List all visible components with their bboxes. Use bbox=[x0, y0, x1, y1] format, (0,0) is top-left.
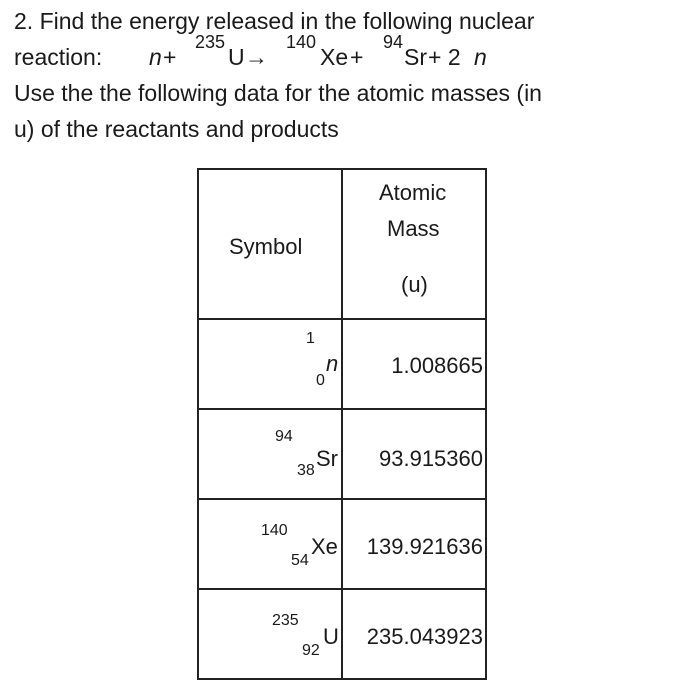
question-line-4: u) of the reactants and products bbox=[14, 116, 339, 142]
mass-number: 235 bbox=[272, 612, 299, 629]
xenon-symbol: Xe bbox=[320, 44, 349, 70]
element-symbol: Xe bbox=[311, 534, 338, 559]
atomic-number: 54 bbox=[291, 552, 309, 569]
strontium-mass-number: 94 bbox=[383, 32, 404, 52]
two-neutrons-symbol: n bbox=[474, 44, 487, 70]
atomic-number: 0 bbox=[316, 372, 325, 389]
element-symbol: U bbox=[323, 624, 339, 649]
table-row bbox=[198, 499, 486, 589]
atomic-number: 38 bbox=[297, 462, 315, 479]
xenon-mass-number: 140 bbox=[286, 32, 317, 52]
element-symbol: Sr bbox=[316, 446, 338, 471]
header-mass-cell bbox=[342, 169, 486, 319]
symbol-cell bbox=[198, 589, 342, 679]
table-row bbox=[198, 409, 486, 499]
reaction-prefix: reaction: bbox=[14, 44, 103, 70]
atomic-number: 92 bbox=[302, 642, 320, 659]
table-row bbox=[198, 589, 486, 679]
two-neutrons-coeff: + 2 bbox=[428, 44, 461, 70]
question-line-3: Use the the following data for the atomic masses (in bbox=[14, 80, 542, 106]
element-symbol: n bbox=[326, 351, 339, 376]
neutron-symbol: n bbox=[149, 44, 162, 70]
symbol-cell bbox=[198, 499, 342, 589]
atomic-mass-value: 1.008665 bbox=[391, 353, 483, 378]
symbol-cell bbox=[198, 319, 342, 409]
mass-number: 94 bbox=[275, 428, 293, 445]
table-header-row bbox=[198, 169, 486, 319]
header-mass-line1: Atomic bbox=[379, 180, 447, 205]
uranium-mass-number: 235 bbox=[195, 32, 226, 52]
header-mass-unit: (u) bbox=[401, 272, 428, 297]
uranium-symbol: U bbox=[228, 44, 245, 70]
header-mass-line2: Mass bbox=[387, 216, 440, 241]
mass-cell bbox=[342, 409, 486, 499]
plus-sign: + bbox=[163, 44, 177, 70]
atomic-mass-table bbox=[197, 168, 487, 680]
mass-number: 140 bbox=[261, 522, 288, 539]
symbol-cell bbox=[198, 409, 342, 499]
mass-number: 1 bbox=[306, 330, 315, 347]
strontium-symbol: Sr bbox=[404, 44, 427, 70]
atomic-mass-value: 93.915360 bbox=[379, 446, 483, 471]
header-symbol: Symbol bbox=[229, 234, 303, 259]
atomic-mass-value: 139.921636 bbox=[366, 534, 483, 559]
plus-sign-2: + bbox=[350, 44, 364, 70]
table-row bbox=[198, 319, 486, 409]
mass-cell bbox=[342, 499, 486, 589]
mass-cell bbox=[342, 319, 486, 409]
header-symbol-cell bbox=[198, 169, 342, 319]
atomic-mass-value: 235.043923 bbox=[366, 624, 483, 649]
question-line-1: 2. Find the energy released in the following nuclear bbox=[14, 8, 535, 34]
reaction-arrow: → bbox=[245, 44, 268, 70]
mass-cell bbox=[342, 589, 486, 679]
